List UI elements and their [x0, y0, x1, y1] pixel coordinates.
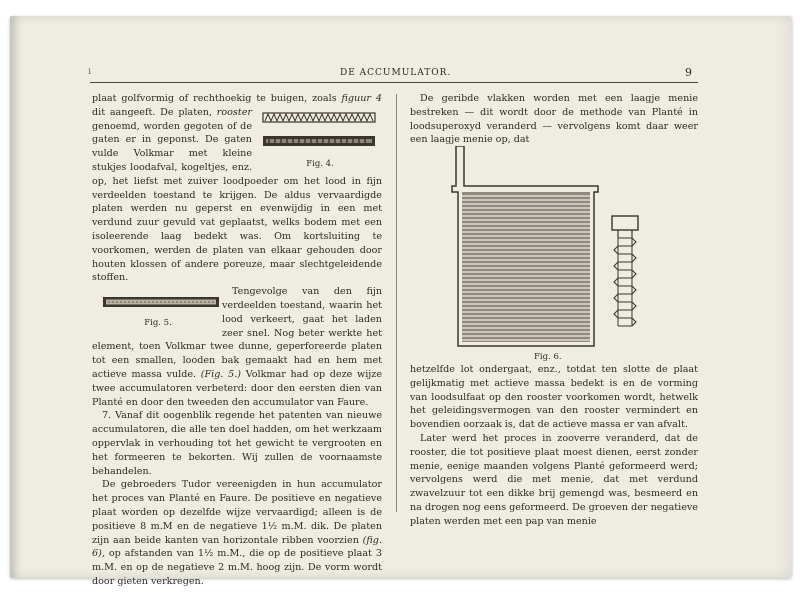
- paragraph: Later werd het proces in zooverre veranderd, dat de rooster, die tot positieve plaat moest dienen, eerst zonder menie, eenige maanden volgens Planté geformeerd werd; vervolgens werd die met menie, dat met verdund zwavelzuur tot een dikke brij gemengd was, besmeerd en na drogen nog eens geformeerd. De groeven der negatieve platen werden met een pap van menie: [410, 432, 698, 527]
- running-head: DE ACCUMULATOR.: [340, 68, 452, 78]
- page-gutter-shadow: [10, 16, 20, 578]
- paragraph: plaat golfvormig of rechthoekig te buigen, zoals figuur 4 Fig. 4. dit aangeeft. De platen, rooster genoemd, worden gegoten of de gaten er in geponst. De gaten vulde Volkmar met kleine stukjes loodafval, kogeltjes, enz. op, het liefst met zuiver loodpoeder om het lood in fijn verdeelden toestand te krijgen. De aldus vervaardigde platen werden nu geperst en evenwijdig in een met verdund zuur gevuld vat geplaatst, welks bodem met een isoleerende laag bedekt was. Om kortsluiting te voorkomen, werden de platen van elkaar gehouden door houten klossen of andere poreuze, maar slechtgeleidende stoffen.: [92, 93, 382, 284]
- header-rule: [90, 82, 698, 83]
- figure-4: [258, 110, 382, 172]
- right-column-bottom: [410, 363, 698, 529]
- figure-4-caption: Fig. 4.: [306, 158, 334, 169]
- paragraph: De geribde vlakken worden met een laagje menie bestreken — dit wordt door de methode van Planté in loodsuperoxyd veranderd — vervolgens komt daar weer een laagje menie op, dat: [410, 93, 698, 146]
- paragraph: Fig. 5. Tengevolge van den fijn verdeelden toestand, waarin het lood verkeert, gaat het laden zeer snel. Nog beter werkte het element, toen Volkmar twee dunne, geperforeerde platen tot een smallen, looden bak gemaakt had en hem met actieve massa vulde. (Fig. 5.) Volkmar had op deze wijze twee accumulatoren verbeterd: door den eersten dien van Planté en door den tweeden den accumulator van Faure.: [92, 286, 382, 408]
- paragraph: hetzelfde lot ondergaat, enz., totdat ten slotte de plaat gelijkmatig met actieve massa bedekt is en de vorming van loodsulfaat op den rooster voorkomen wordt, hetwelk het geleidingsvermogen van den rooster vermindert en bovendien oorzaak is, dat de actieve massa er van afvalt.: [410, 364, 698, 431]
- figure-5: [92, 295, 214, 331]
- figure-6-caption: Fig. 6.: [534, 352, 562, 362]
- left-column: [92, 92, 382, 589]
- paragraph: 7. Vanaf dit oogenblik regende het patenten van nieuwe accumulatoren, die alle ten doel hadden, om het werkzaam oppervlak in verhouding tot het gewicht te vergrooten en het formeeren te bekorten. Wij zullen de voornaamste behandelen.: [92, 410, 382, 477]
- page-number: 9: [685, 66, 692, 79]
- figure-6-image: [448, 146, 658, 356]
- column-divider: [396, 94, 397, 512]
- right-column-top: [410, 92, 698, 147]
- margin-mark: ı: [88, 66, 92, 77]
- figure-4-image: [261, 110, 379, 150]
- figure-5-image: [102, 295, 220, 309]
- paragraph: De gebroeders Tudor vereenigden in hun accumulator het proces van Planté en Faure. De positieve en negatieve plaat worden op dezelfde wijze vervaardigd; alleen is de positieve 8 m.M en de negatieve 1½ m.M. dik. De platen zijn aan beide kanten van horizontale ribben voorzien (fig. 6), op afstanden van 1½ m.M., die op de positieve plaat 3 m.M. en op de negatieve 2 m.M. hoog zijn. De vorm wordt door gieten verkregen.: [92, 479, 382, 587]
- figure-5-caption: Fig. 5.: [144, 317, 172, 328]
